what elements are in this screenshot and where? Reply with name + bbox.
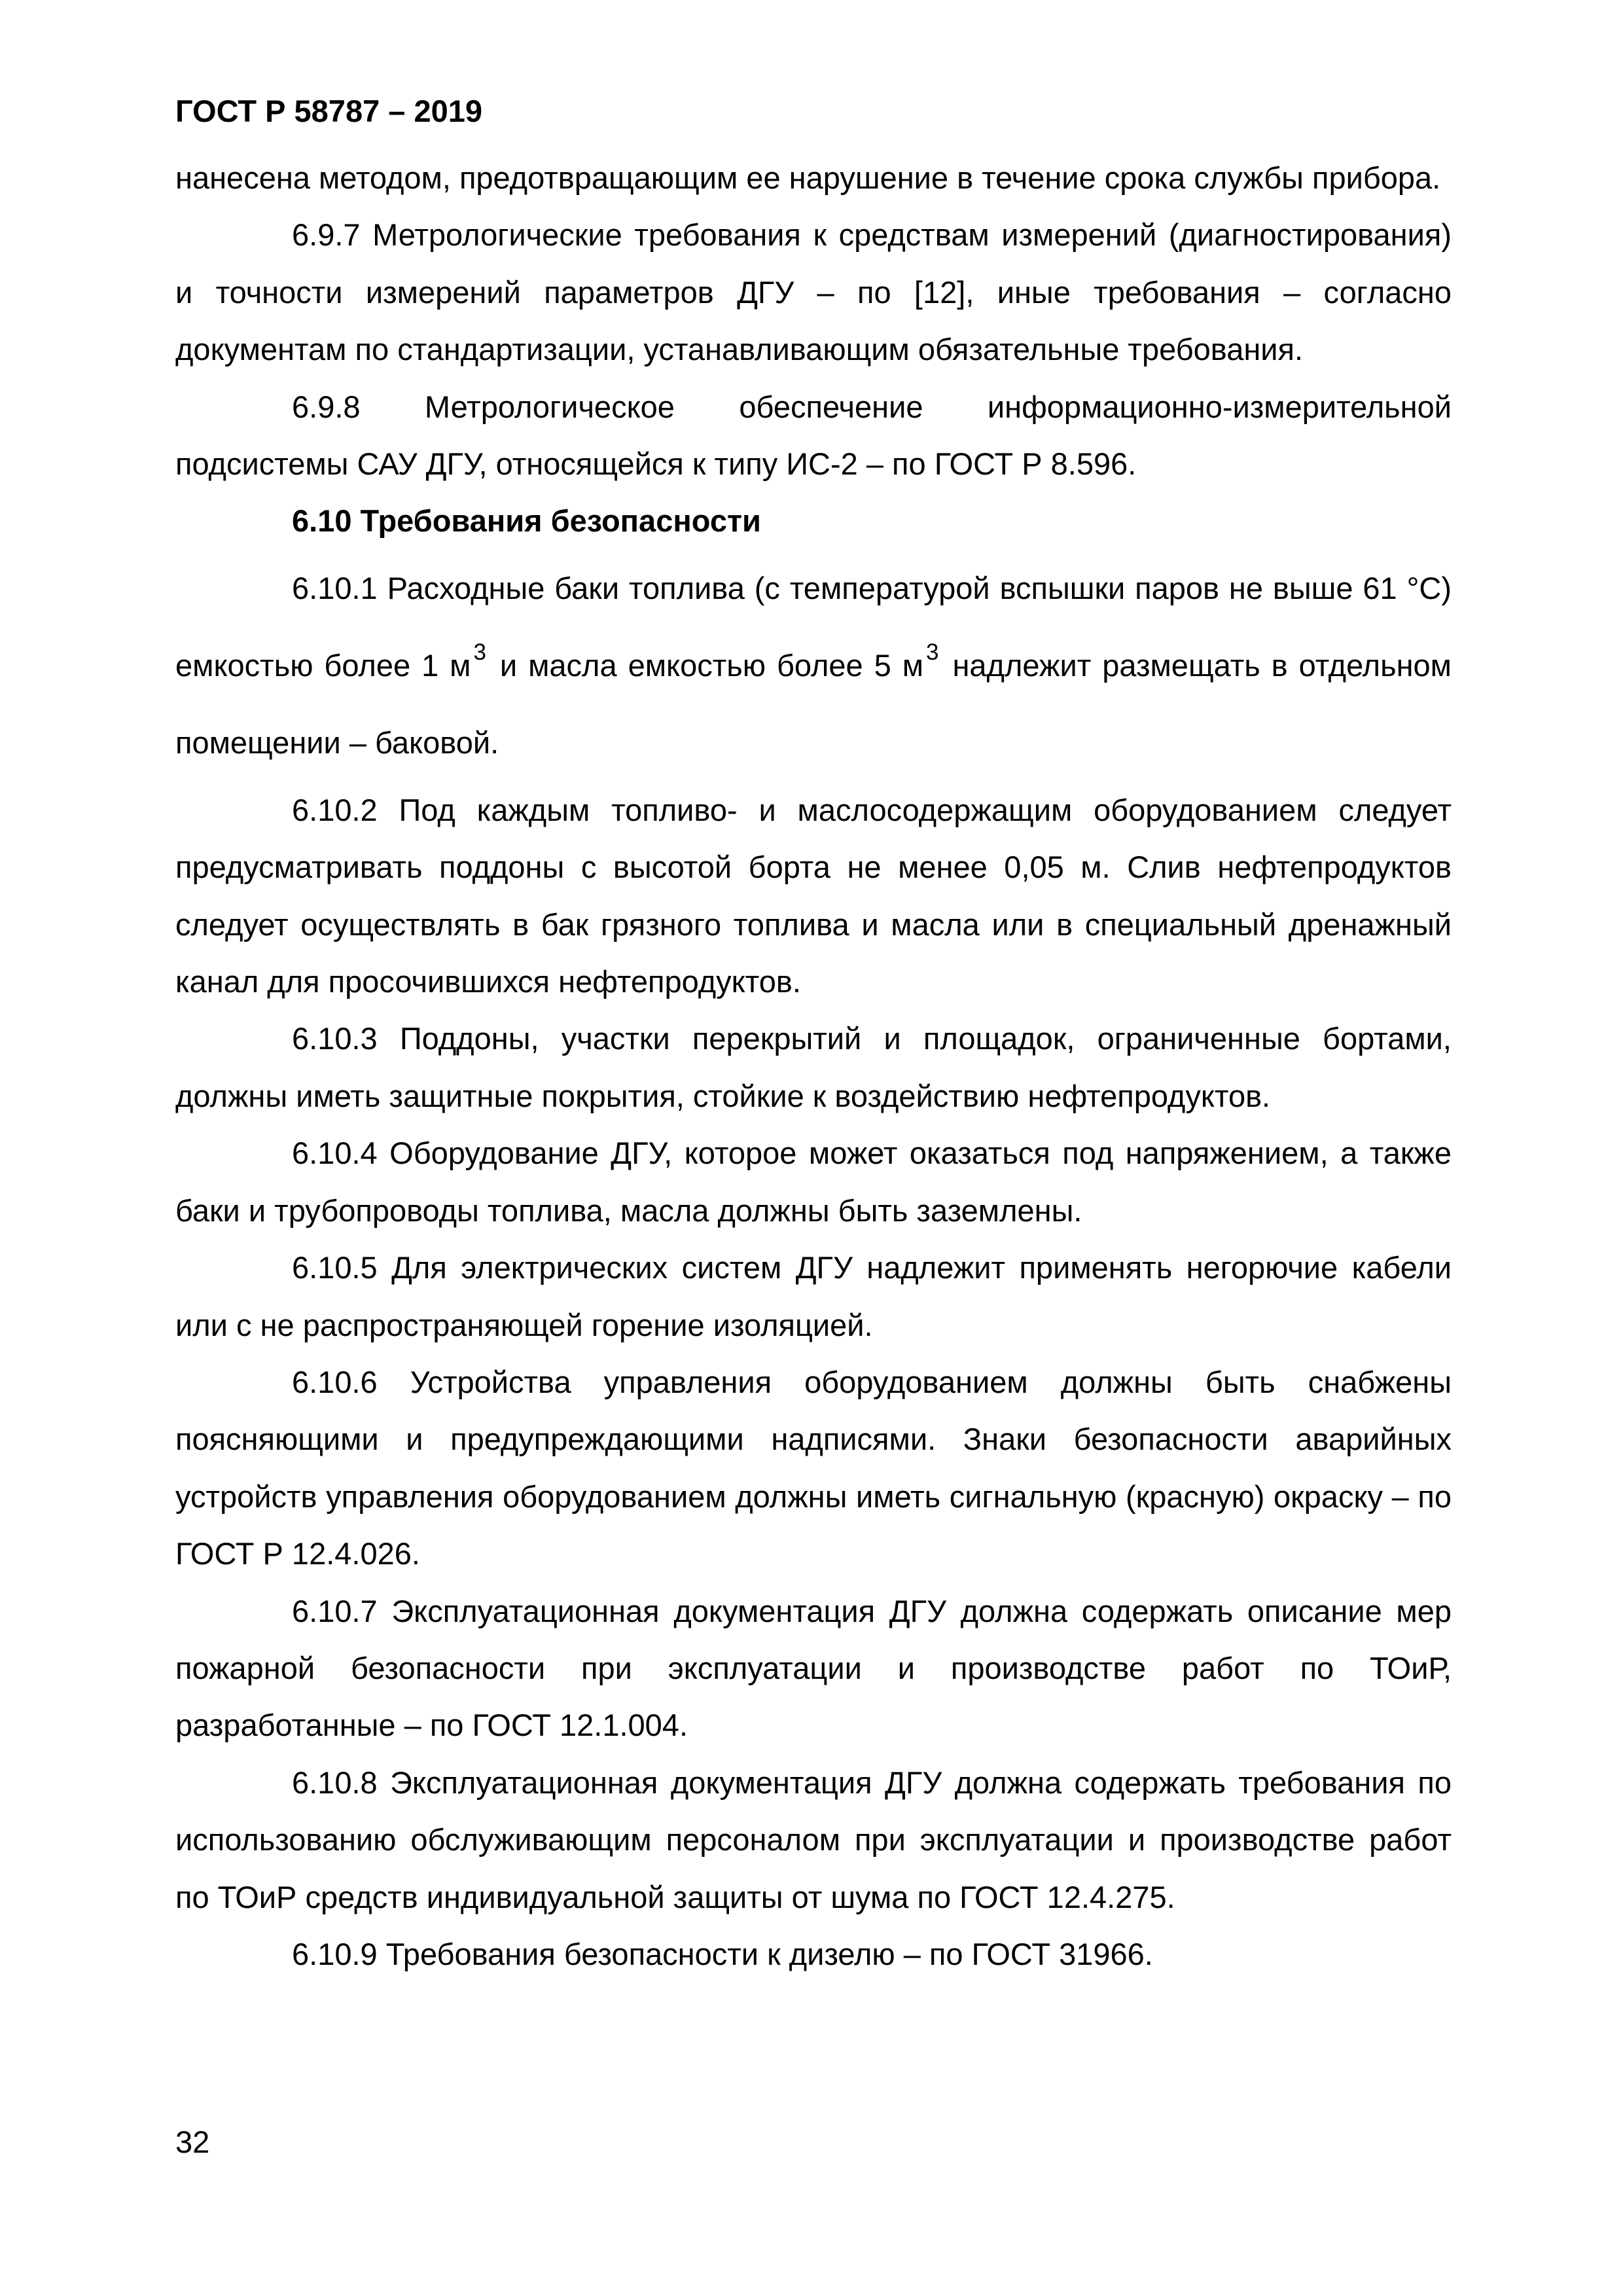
paragraph-6-9-8: 6.9.8 Метрологическое обеспечение информационно-измерительной подсистемы САУ ДГУ, относящейся к типу ИС-2 – по ГОСТ Р 8.596. (175, 389, 1452, 482)
paragraph-intro: нанесена методом, предотвращающим ее нарушение в течение срока службы прибора. (175, 160, 1441, 195)
paragraph-6-10-4: 6.10.4 Оборудование ДГУ, которое может оказаться под напряжением, а также баки и трубопроводы топлива, масла должны быть заземлены. (175, 1136, 1452, 1228)
paragraph-6-10-6: 6.10.6 Устройства управления оборудованием должны быть снабжены поясняющими и предупреждающими надписями. Знаки безопасности аварийных устройств управления оборудованием должны иметь сигнальную (красную) окраску – по ГОСТ Р 12.4.026. (175, 1364, 1452, 1571)
page-number: 32 (175, 2125, 210, 2159)
superscript-cubic-1: 3 (473, 639, 486, 665)
paragraph-6-9-7: 6.9.7 Метрологические требования к средствам измерений (диагностирования) и точности измерений параметров ДГУ – по [12], иные требования – согласно документам по стандартизации, устанавливающим обязательные требования. (175, 217, 1452, 367)
paragraph-6-10-2: 6.10.2 Под каждым топливо- и маслосодержащим оборудованием следует предусматривать поддоны с высотой борта не менее 0,05 м. Слив нефтепродуктов следует осуществлять в бак грязного топлива и масла или в специальный дренажный канал для просочившихся нефтепродуктов. (175, 792, 1452, 999)
paragraph-6-10-8: 6.10.8 Эксплуатационная документация ДГУ должна содержать требования по использованию обслуживающим персоналом при эксплуатации и производстве работ по ТОиР средств индивидуальной защиты от шума по ГОСТ 12.4.275. (175, 1765, 1452, 1914)
section-heading-6-10: 6.10 Требования безопасности (292, 503, 761, 539)
paragraph-6-10-9: 6.10.9 Требования безопасности к дизелю – по ГОСТ 31966. (292, 1936, 1153, 1971)
document-header: ГОСТ Р 58787 – 2019 (175, 94, 483, 128)
paragraph-6-10-1 (175, 550, 1452, 781)
paragraph-6-10-1-part-2: и масла емкостью более 5 м (488, 647, 924, 683)
paragraph-6-10-1-part-3: надлежит размещать в отдельном помещении – баковой. (175, 647, 1452, 760)
document-body (175, 149, 1452, 1982)
paragraph-6-10-3: 6.10.3 Поддоны, участки перекрытий и площадок, ограниченные бортами, должны иметь защитные покрытия, стойкие к воздействию нефтепродуктов. (175, 1021, 1452, 1113)
paragraph-6-10-5: 6.10.5 Для электрических систем ДГУ надлежит применять негорючие кабели или с не распространяющей горение изоляцией. (175, 1250, 1452, 1342)
paragraph-6-10-1-part-1: 6.10.1 Расходные баки топлива (с температурой вспышки паров не выше 61 °С) емкостью более 1 м (175, 570, 1452, 683)
paragraph-6-10-7: 6.10.7 Эксплуатационная документация ДГУ должна содержать описание мер пожарной безопасности при эксплуатации и производстве работ по ТОиР, разработанные – по ГОСТ 12.1.004. (175, 1593, 1452, 1743)
superscript-cubic-2: 3 (926, 639, 939, 665)
